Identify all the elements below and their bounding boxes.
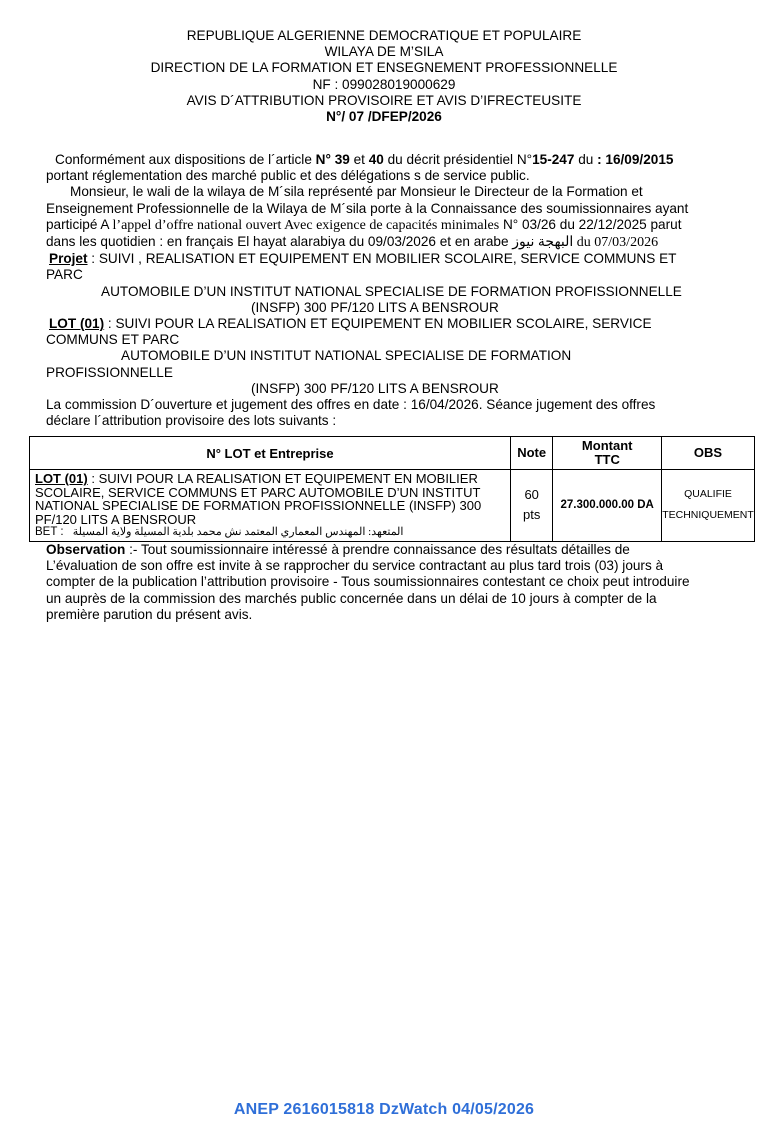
para1-text-e: du décrit présidentiel N° <box>383 152 533 167</box>
lot-line4: PROFISSIONNELLE <box>46 364 173 380</box>
para1-article-39: N° 39 <box>315 152 350 167</box>
para2-line2: Enseignement Professionnelle de la Wilaya de M´sila porte à la Connaissance des soumissionnaires ayant <box>46 200 689 216</box>
projet-line4: (INSFP) 300 PF/120 LITS A BENSROUR <box>251 299 499 315</box>
cell-lot-bet <box>35 526 505 540</box>
obs-line2: TECHNIQUEMENT <box>662 509 754 522</box>
cell-note <box>510 470 552 542</box>
observation-line3: compter de la publication l’attribution provisoire - Tous soumissionnaires contestant ce choix peut introduire <box>46 574 690 590</box>
para1-line1 <box>46 152 736 168</box>
header-nf: NF : 099028019000629 <box>312 76 456 92</box>
para2-line3-b: l’appel d’offre national ouvert Avec exigence de capacités minimales <box>112 217 500 233</box>
lot-label: LOT (01) <box>49 316 105 332</box>
cell-lot <box>30 470 511 542</box>
table-header-row <box>30 437 755 470</box>
para1-text-g: du <box>574 152 598 167</box>
para2-line4-a: dans les quotidien : en français El hayat alarabiya du 09/03/2026 et en arabe <box>46 234 513 250</box>
attribution-table <box>29 436 755 542</box>
bet-arabic-text: المتعهد: المهندس المعماري المعتمد نش محمد بلدية المسيلة ولاية المسيلة <box>72 526 404 539</box>
lot-line3: AUTOMOBILE D’UN INSTITUT NATIONAL SPECIALISE DE FORMATION <box>121 348 572 364</box>
projet-line2: PARC <box>46 267 83 283</box>
para1-decree-number: 15-247 <box>532 152 575 167</box>
header-lot: N° LOT et Entreprise <box>30 437 511 470</box>
para1-text-c: et <box>349 152 369 167</box>
note-unit: pts <box>523 507 541 523</box>
observation-label: Observation <box>46 542 126 557</box>
cell-lot-label: LOT (01) <box>35 471 88 486</box>
header-wilaya: WILAYA DE M’SILA <box>324 44 444 60</box>
projet-label: Projet <box>49 251 88 267</box>
lot-text: : SUIVI POUR LA REALISATION ET EQUIPEMENT EN MOBILIER SCOLAIRE, SERVICE <box>104 316 652 332</box>
footer-reference: ANEP 2616015818 DzWatch 04/05/2026 <box>233 1101 535 1118</box>
document-header <box>0 28 768 125</box>
header-avis-title: AVIS D´ATTRIBUTION PROVISOIRE ET AVIS D’IFRECTEUSITE <box>186 92 582 108</box>
document-body <box>46 152 736 429</box>
para1-article-40: 40 <box>368 152 384 167</box>
para2-line3-a: participé A <box>46 216 113 232</box>
header-republic: REPUBLIQUE ALGERIENNE DEMOCRATIQUE ET POPULAIRE <box>186 28 582 43</box>
cell-lot-text1: : SUIVI POUR LA REALISATION ET EQUIPEMENT EN MOBILIER <box>87 471 478 486</box>
para2-line3 <box>46 217 736 234</box>
cell-lot-line4: PF/120 LITS A BENSROUR <box>35 511 197 527</box>
para1-line2: portant réglementation des marché public et des délégations s de service public. <box>46 168 530 184</box>
para2-line1: Monsieur, le wali de la wilaya de M´sila représenté par Monsieur le Directeur de la Formation et <box>70 184 643 200</box>
note-value: 60 <box>524 487 539 503</box>
observation-line1 <box>46 542 736 558</box>
observation-line4: un auprès de la commission des marchés public concernée dans un délai de 10 jours à compter de la <box>46 590 657 606</box>
commission-line2: déclare l´attribution provisoire des lots suivants : <box>46 413 337 429</box>
header-avis-number: N°/ 07 /DFEP/2026 <box>326 109 442 125</box>
table-row <box>30 470 755 542</box>
cell-lot-line3: NATIONAL SPECIALISE DE FORMATION PROFISSIONNELLE (INSFP) 300 <box>35 498 482 514</box>
para2-line4-b: البهجة نيوز du 07/03/2026 <box>512 235 659 251</box>
lot-line1 <box>46 316 736 332</box>
bet-label: BET : <box>35 526 64 539</box>
para2-line4 <box>46 234 736 251</box>
para1-text-a: Conformément aux dispositions de l´article <box>55 152 316 167</box>
header-direction: DIRECTION DE LA FORMATION ET ENSEGNEMENT PROFESSIONNELLE <box>150 60 618 76</box>
observation-line5: première parution du présent avis. <box>46 606 253 622</box>
cell-obs <box>662 470 755 542</box>
cell-lot-line2: SCOLAIRE, SERVICE COMMUNS ET PARC AUTOMOBILE D’UN INSTITUT <box>35 484 481 500</box>
commission-line1: La commission D´ouverture et jugement des offres en date : 16/04/2026. Séance jugement des offres <box>46 397 656 413</box>
projet-text: : SUIVI , REALISATION ET EQUIPEMENT EN MOBILIER SCOLAIRE, SERVICE COMMUNS ET <box>87 251 677 267</box>
projet-line1 <box>46 251 736 267</box>
obs-line1: QUALIFIE <box>684 488 732 501</box>
para2-line3-c: N° 03/26 du 22/12/2025 parut <box>499 216 682 232</box>
lot-line5: (INSFP) 300 PF/120 LITS A BENSROUR <box>251 380 499 396</box>
cell-montant: 27.300.000.00 DA <box>553 470 662 542</box>
observation-line2: L’évaluation de son offre est invite à se rapprocher du service contractant au plus tard trois (03) jours à <box>46 558 664 574</box>
para1-decree-date: : 16/09/2015 <box>597 152 674 167</box>
header-montant-line2: TTC <box>594 452 620 467</box>
header-montant-line1: Montant <box>581 438 633 453</box>
header-obs: OBS <box>662 437 755 470</box>
cell-lot-line1 <box>35 472 505 486</box>
lot-line2: COMMUNS ET PARC <box>46 332 180 348</box>
header-montant <box>553 437 662 470</box>
projet-line3: AUTOMOBILE D’UN INSTITUT NATIONAL SPECIALISE DE FORMATION PROFISSIONNELLE <box>101 283 682 299</box>
observation-section <box>46 542 736 623</box>
header-note: Note <box>510 437 552 470</box>
observation-text1: :- Tout soumissionnaire intéressé à prendre connaissance des résultats détailles de <box>125 542 630 557</box>
